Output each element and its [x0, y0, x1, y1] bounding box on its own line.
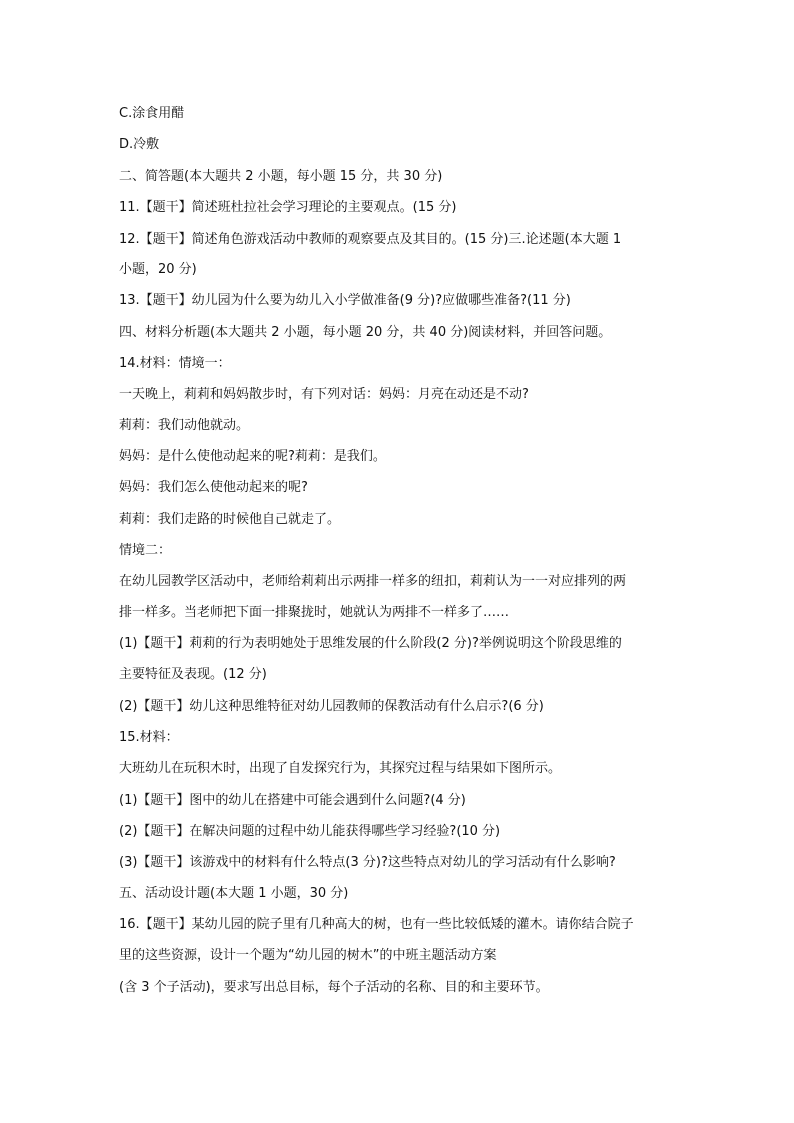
question-16: 16.【题干】某幼儿园的院子里有几种高大的树，也有一些比较低矮的灌木。请你结合院子 — [119, 917, 634, 932]
option-c: C.涂食用醋 — [119, 106, 185, 121]
question-16-continued: 里的这些资源，设计一个题为“幼儿园的树木”的中班主题活动方案 — [119, 948, 497, 963]
question-12-continued: 小题，20 分) — [119, 262, 197, 277]
question-14-1: (1)【题干】莉莉的行为表明她处于思维发展的什么阶段(2 分)?举例说明这个阶段思维的 — [119, 636, 622, 651]
question-13: 13.【题干】幼儿园为什么要为幼儿入小学做准备(9 分)?应做哪些准备?(11 分) — [119, 293, 571, 308]
paragraph-line: 排一样多。当老师把下面一排聚拢时，她就认为两排不一样多了…… — [119, 605, 510, 620]
question-14-material: 14.材料：情境一： — [119, 356, 231, 371]
question-15-1: (1)【题干】图中的幼儿在搭建中可能会遇到什么问题?(4 分) — [119, 793, 466, 808]
paragraph-line: 大班幼儿在玩积木时，出现了自发探究行为，其探究过程与结果如下图所示。 — [119, 761, 562, 776]
question-11: 11.【题干】简述班杜拉社会学习理论的主要观点。(15 分) — [119, 200, 457, 215]
scenario-two-heading: 情境二： — [119, 543, 172, 558]
paragraph-line: 莉莉：我们走路的时候他自己就走了。 — [119, 512, 341, 527]
question-14-2: (2)【题干】幼儿这种思维特征对幼儿园教师的保教活动有什么启示?(6 分) — [119, 699, 544, 714]
paragraph-line: 妈妈：是什么使他动起来的呢?莉莉：是我们。 — [119, 449, 386, 464]
question-14-1-continued: 主要特征及表现。(12 分) — [119, 667, 267, 682]
paragraph-line: 妈妈：我们怎么使他动起来的呢? — [119, 480, 308, 495]
paragraph-line: 一天晚上，莉莉和妈妈散步时，有下列对话：妈妈：月亮在动还是不动? — [119, 387, 529, 402]
question-12: 12.【题干】简述角色游戏活动中教师的观察要点及其目的。(15 分)三.论述题(本大题 1 — [119, 232, 622, 247]
section-heading-material-analysis: 四、材料分析题(本大题共 2 小题，每小题 20 分，共 40 分)阅读材料，并回答问题。 — [119, 325, 612, 340]
paragraph-line: 在幼儿园教学区活动中，老师给莉莉出示两排一样多的纽扣，莉莉认为一一对应排列的两 — [119, 574, 627, 589]
paragraph-line: 莉莉：我们动他就动。 — [119, 418, 250, 433]
question-15-material: 15.材料： — [119, 730, 179, 745]
question-15-3: (3)【题干】该游戏中的材料有什么特点(3 分)?这些特点对幼儿的学习活动有什么影响? — [119, 855, 616, 870]
option-d: D.冷敷 — [119, 137, 160, 152]
section-heading-activity-design: 五、活动设计题(本大题 1 小题，30 分) — [119, 886, 349, 901]
question-15-2: (2)【题干】在解决问题的过程中幼儿能获得哪些学习经验?(10 分) — [119, 824, 501, 839]
question-16-continued: (含 3 个子活动)，要求写出总目标，每个子活动的名称、目的和主要环节。 — [119, 980, 549, 995]
section-heading-short-answer: 二、简答题(本大题共 2 小题，每小题 15 分，共 30 分) — [119, 169, 443, 184]
